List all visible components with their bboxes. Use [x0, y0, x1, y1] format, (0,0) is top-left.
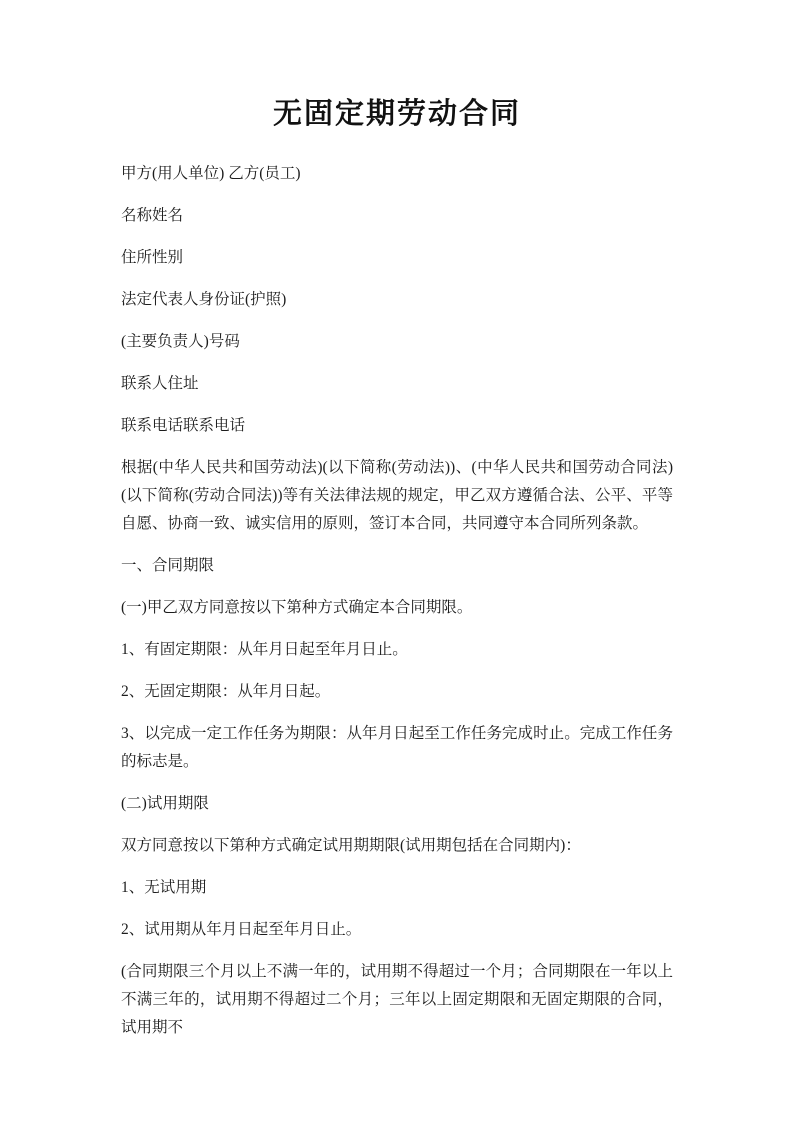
- section-probation-heading: (二)试用期限: [121, 795, 209, 812]
- term-option-fixed: 1、有固定期限：从年月日起至年月日止。: [121, 641, 408, 658]
- name-field-line: 名称姓名: [121, 207, 184, 224]
- preamble-paragraph: 根据(中华人民共和国劳动法)(以下简称(劳动法))、(中华人民共和国劳动合同法)(以下简称(劳动合同法))等有关法律法规的规定，甲乙双方遵循合法、公平、平等自愿、协商一致、诚实信用的原则，签订本合同，共同遵守本合同所列条款。: [121, 459, 673, 532]
- probation-rule-note: (合同期限三个月以上不满一年的，试用期不得超过一个月；合同期限在一年以上不满三年的，试用期不得超过二个月；三年以上固定期限和无固定期限的合同，试用期不: [121, 963, 673, 1036]
- section-1-heading: 一、合同期限: [121, 557, 215, 574]
- clause-term-intro: (一)甲乙双方同意按以下第种方式确定本合同期限。: [121, 599, 473, 616]
- principal-number-line: (主要负责人)号码: [121, 333, 240, 350]
- party-heading-line: 甲方(用人单位) 乙方(员工): [121, 165, 301, 182]
- term-option-open: 2、无固定期限：从年月日起。: [121, 683, 331, 700]
- contact-person-line: 联系人住址: [121, 375, 199, 392]
- probation-option-none: 1、无试用期: [121, 879, 207, 896]
- legal-rep-id-line: 法定代表人身份证(护照): [121, 291, 287, 308]
- probation-option-dates: 2、试用期从年月日起至年月日止。: [121, 921, 362, 938]
- document-title: 无固定期劳动合同: [272, 98, 521, 130]
- probation-intro: 双方同意按以下第种方式确定试用期期限(试用期包括在合同期内)：: [121, 837, 581, 854]
- address-gender-line: 住所性别: [121, 249, 184, 266]
- contact-phone-line: 联系电话联系电话: [121, 417, 246, 434]
- term-option-task: 3、以完成一定工作任务为期限：从年月日起至工作任务完成时止。完成工作任务的标志是。: [121, 725, 673, 770]
